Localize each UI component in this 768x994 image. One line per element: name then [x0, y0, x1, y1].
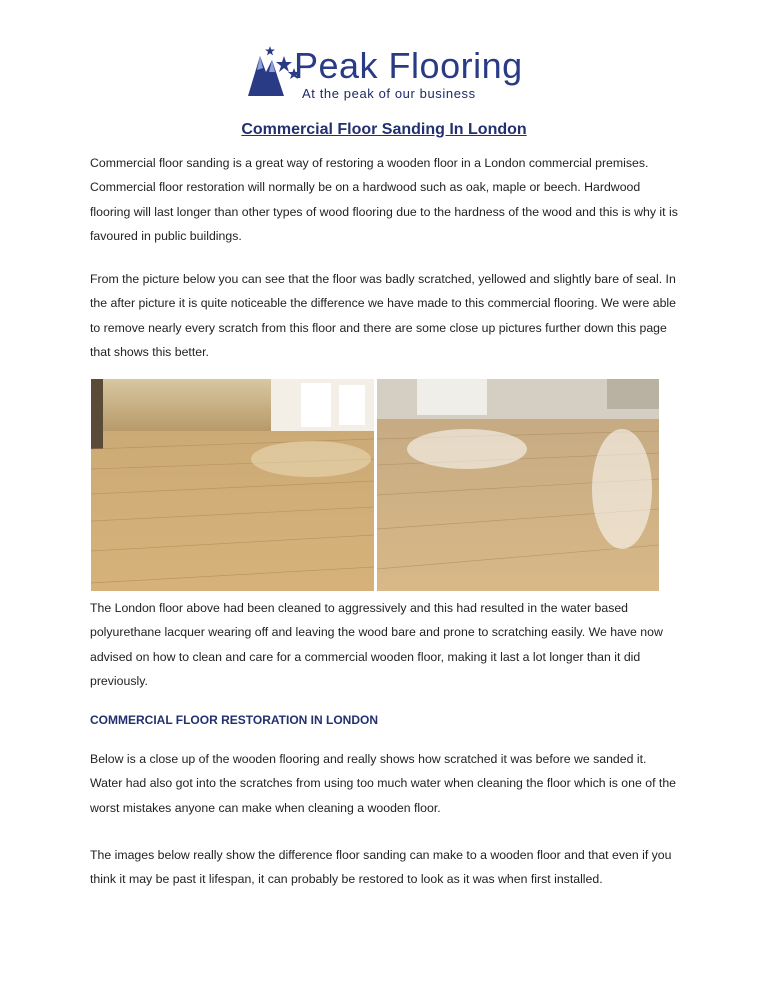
- intro-paragraph: Commercial floor sanding is a great way of restoring a wooden floor in a London commercial premises. Commercial floor restoration will normally be on a hardwood such as oak, maple or beech. Hardwood flooring will last longer than other types of wood flooring due to the hardness of the wood and this is why it is favoured in public buildings.: [90, 156, 678, 243]
- peak-flooring-logo: [244, 42, 534, 104]
- section-heading: COMMERCIAL FLOOR RESTORATION IN LONDON: [90, 713, 378, 727]
- page-title: Commercial Floor Sanding In London: [241, 121, 527, 138]
- brand-tagline: At the peak of our business: [302, 86, 476, 101]
- before-after-photos: [91, 379, 659, 591]
- after-photo: [377, 379, 659, 591]
- difference-paragraph: The images below really show the difference floor sanding can make to a wooden floor and that even if you think it may be past it lifespan, it can probably be restored to look as it was when first installed.: [90, 848, 672, 887]
- cleaning-paragraph: The London floor above had been cleaned to aggressively and this had resulted in the water based polyurethane lacquer wearing off and leaving the wood bare and prone to scratching easily. We have now advised on how to clean and care for a commercial wooden floor, making it last a lot longer than it did previously.: [90, 601, 663, 688]
- brand-name: Peak Flooring: [294, 45, 523, 86]
- before-photo: [91, 379, 374, 591]
- closeup-paragraph: Below is a close up of the wooden flooring and really shows how scratched it was before we sanded it. Water had also got into the scratches from using too much water when cleaning the floor which is one of the worst mistakes anyone can make when cleaning a wooden floor.: [90, 752, 677, 815]
- before-after-paragraph: From the picture below you can see that the floor was badly scratched, yellowed and slightly bare of seal. In the after picture it is quite noticeable the difference we have made to this commercial flooring. We were able to remove nearly every scratch from this floor and there are some close up pictures further down this page that shows this better.: [90, 272, 677, 359]
